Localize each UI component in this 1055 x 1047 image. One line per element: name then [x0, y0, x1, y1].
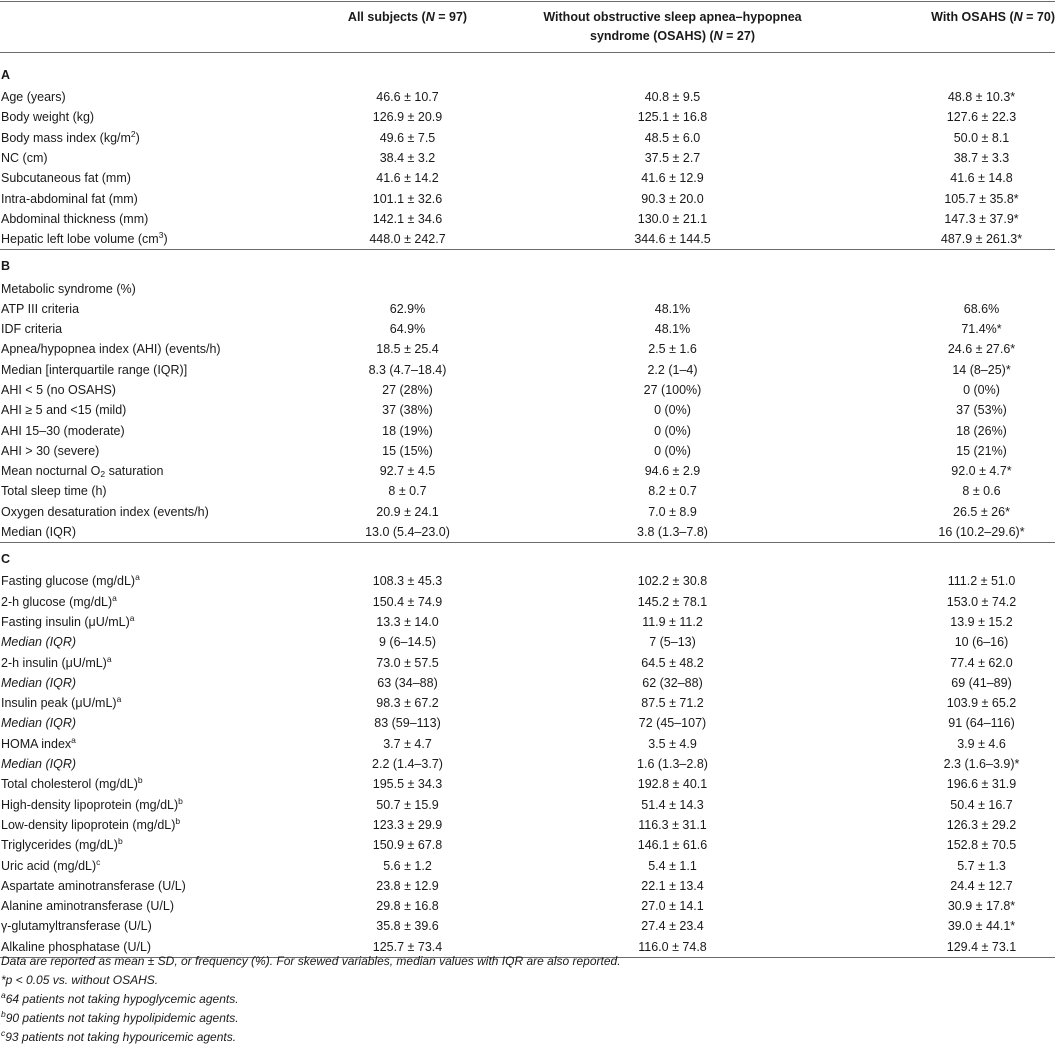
value-all-subjects: 195.5 ± 34.3	[372, 777, 443, 792]
table-footnotes	[1, 952, 1051, 1047]
row-label-text: Uric acid (mg/dL)	[1, 858, 97, 873]
table-row	[0, 278, 1055, 298]
value-without-osahs: 344.6 ± 144.5	[634, 232, 711, 247]
value-without-osahs: 102.2 ± 30.8	[637, 574, 708, 589]
footnote-marker: a	[1, 990, 6, 1000]
value-with-osahs: 77.4 ± 62.0	[950, 655, 1013, 670]
row-label	[0, 673, 300, 693]
row-label	[0, 754, 300, 774]
header-all-subjects: All subjects (N = 97)	[300, 2, 515, 53]
value-without-osahs: 1.6 (1.3–2.8)	[637, 757, 708, 772]
value-without-osahs: 7.0 ± 8.9	[648, 504, 697, 519]
header-without-osahs: Without obstructive sleep apnea–hypopnea syndrome (OSAHS) (N = 27)	[515, 2, 830, 53]
value-without-osahs: 27.0 ± 14.1	[641, 899, 704, 914]
row-label-text: Abdominal thickness (mm)	[1, 211, 149, 226]
row-label-superscript: 2	[130, 128, 136, 139]
value-with-osahs: 30.9 ± 17.8*	[947, 899, 1016, 914]
table-row	[0, 815, 1055, 835]
value-with-osahs: 5.7 ± 1.3	[957, 858, 1006, 873]
row-label-text: ATP III criteria	[1, 301, 80, 316]
value-without-osahs: 116.3 ± 31.1	[638, 817, 707, 832]
table-row	[0, 319, 1055, 339]
value-with-osahs: 92.0 ± 4.7*	[951, 464, 1012, 479]
footnote-text: 64 patients not taking hypoglycemic agents.	[5, 992, 239, 1006]
table-row	[0, 481, 1055, 501]
row-label	[0, 612, 300, 632]
value-all-subjects: 8 ± 0.7	[388, 484, 427, 499]
table-row	[0, 754, 1055, 774]
value-all-subjects: 108.3 ± 45.3	[372, 574, 443, 589]
value-all-subjects: 18.5 ± 25.4	[376, 342, 439, 357]
row-label-text: HOMA index	[1, 736, 72, 751]
value-with-osahs: 127.6 ± 22.3	[946, 110, 1017, 125]
table-row	[0, 612, 1055, 632]
row-label	[0, 835, 300, 855]
footnote	[1, 971, 1051, 990]
value-all-subjects: 62.9%	[389, 301, 426, 316]
value-without-osahs: 22.1 ± 13.4	[641, 878, 704, 893]
table-row	[0, 713, 1055, 733]
row-label-text: Median (IQR)	[1, 716, 77, 731]
value-without-osahs: 8.2 ± 0.7	[648, 484, 697, 499]
table-row	[0, 916, 1055, 936]
footnote	[1, 952, 1051, 971]
row-label-text: Oxygen desaturation index (events/h)	[1, 504, 209, 519]
row-label	[0, 481, 300, 501]
value-without-osahs: 27.4 ± 23.4	[641, 919, 704, 934]
value-with-osahs: 39.0 ± 44.1*	[947, 919, 1016, 934]
value-with-osahs: 37 (53%)	[956, 403, 1007, 418]
row-label-superscript: a	[116, 694, 122, 705]
value-all-subjects: 15 (15%)	[382, 443, 433, 458]
value-without-osahs: 62 (32–88)	[642, 675, 703, 690]
value-without-osahs: 0 (0%)	[654, 423, 691, 438]
value-with-osahs: 16 (10.2–29.6)*	[938, 525, 1025, 540]
row-label-superscript: b	[117, 836, 123, 847]
row-label-superscript: b	[137, 775, 143, 786]
table-body	[0, 53, 1055, 958]
value-with-osahs: 24.4 ± 12.7	[950, 878, 1013, 893]
value-all-subjects: 98.3 ± 67.2	[376, 696, 439, 711]
value-all-subjects: 123.3 ± 29.9	[372, 817, 443, 832]
value-without-osahs: 3.5 ± 4.9	[648, 736, 697, 751]
value-all-subjects: 13.3 ± 14.0	[376, 614, 439, 629]
value-all-subjects: 46.6 ± 10.7	[376, 90, 439, 105]
row-label-text: Fasting insulin (μU/mL)	[1, 614, 130, 629]
value-all-subjects: 20.9 ± 24.1	[376, 504, 439, 519]
table-row	[0, 420, 1055, 440]
row-label-superscript: a	[106, 653, 112, 664]
row-label-text: 2-h glucose (mg/dL)	[1, 594, 113, 609]
value-all-subjects: 9 (6–14.5)	[379, 635, 436, 650]
table-row	[0, 522, 1055, 543]
value-without-osahs: 2.2 (1–4)	[647, 362, 698, 377]
row-label-text: Median (IQR)	[1, 675, 77, 690]
row-label-text: Body weight (kg)	[1, 110, 95, 125]
value-all-subjects: 23.8 ± 12.9	[376, 878, 439, 893]
footnote	[1, 1009, 1051, 1028]
section-label-row	[0, 543, 1055, 571]
row-label-superscript: a	[71, 734, 76, 745]
table-row	[0, 774, 1055, 794]
value-all-subjects: 2.2 (1.4–3.7)	[372, 757, 443, 772]
value-all-subjects: 29.8 ± 16.8	[376, 899, 439, 914]
footnote-text: 90 patients not taking hypolipidemic agents.	[5, 1011, 239, 1025]
value-all-subjects: 8.3 (4.7–18.4)	[368, 362, 447, 377]
value-all-subjects: 73.0 ± 57.5	[376, 655, 439, 670]
footnote	[1, 990, 1051, 1009]
value-with-osahs: 26.5 ± 26*	[953, 504, 1010, 519]
row-label-text: Body mass index (kg/m	[1, 130, 131, 145]
row-label-text: Low-density lipoprotein (mg/dL)	[1, 817, 176, 832]
table-row	[0, 855, 1055, 875]
value-with-osahs: 48.8 ± 10.3*	[947, 90, 1016, 105]
value-with-osahs: 129.4 ± 73.1	[946, 939, 1017, 954]
value-all-subjects: 125.7 ± 73.4	[372, 939, 443, 954]
table-row	[0, 502, 1055, 522]
row-label-text: Age (years)	[1, 90, 66, 105]
row-label-text: Alkaline phosphatase (U/L)	[1, 939, 152, 954]
row-label-text: NC (cm)	[1, 151, 48, 166]
value-with-osahs: 14 (8–25)*	[952, 362, 1011, 377]
row-label-text: Median [interquartile range (IQR)]	[1, 362, 188, 377]
table-row	[0, 360, 1055, 380]
value-without-osahs: 5.4 ± 1.1	[648, 858, 697, 873]
value-with-osahs: 69 (41–89)	[951, 675, 1012, 690]
table-row	[0, 673, 1055, 693]
row-label	[0, 299, 300, 319]
value-without-osahs: 87.5 ± 71.2	[641, 696, 704, 711]
table-row	[0, 441, 1055, 461]
row-label	[0, 461, 300, 481]
value-without-osahs	[515, 278, 830, 298]
row-label-text: Aspartate aminotransferase (U/L)	[1, 878, 186, 893]
row-label-tail: saturation	[105, 464, 164, 479]
table-row	[0, 107, 1055, 127]
value-all-subjects: 38.4 ± 3.2	[379, 151, 436, 166]
value-with-osahs: 68.6%	[963, 301, 1000, 316]
value-all-subjects: 92.7 ± 4.5	[379, 464, 436, 479]
header-with-osahs: With OSAHS (N = 70)	[830, 2, 1055, 53]
value-without-osahs: 2.5 ± 1.6	[648, 342, 697, 357]
row-label-text: Median (IQR)	[1, 635, 77, 650]
row-label-text: γ-glutamyltransferase (U/L)	[1, 919, 152, 934]
value-with-osahs: 41.6 ± 14.8	[950, 171, 1013, 186]
value-with-osahs: 103.9 ± 65.2	[946, 696, 1017, 711]
value-with-osahs: 147.3 ± 37.9*	[944, 211, 1019, 226]
value-all-subjects	[300, 278, 515, 298]
row-label-superscript: a	[129, 612, 135, 623]
value-without-osahs: 41.6 ± 12.9	[641, 171, 704, 186]
value-without-osahs: 130.0 ± 21.1	[637, 211, 708, 226]
footnote	[1, 1028, 1051, 1047]
row-label	[0, 87, 300, 107]
row-label-text: Median (IQR)	[1, 757, 77, 772]
value-without-osahs: 48.1%	[654, 322, 691, 337]
table-row	[0, 168, 1055, 188]
value-all-subjects: 150.4 ± 74.9	[372, 594, 443, 609]
value-with-osahs: 71.4%*	[961, 322, 1002, 337]
value-without-osahs: 11.9 ± 11.2	[642, 614, 703, 629]
value-with-osahs: 0 (0%)	[963, 383, 1000, 397]
value-without-osahs: 40.8 ± 9.5	[644, 90, 701, 105]
value-with-osahs: 8 ± 0.6	[962, 484, 1001, 499]
row-label-text: AHI > 30 (severe)	[1, 443, 100, 458]
value-all-subjects: 5.6 ± 1.2	[383, 858, 432, 873]
value-without-osahs: 0 (0%)	[654, 443, 691, 458]
row-label	[0, 502, 300, 522]
row-label-superscript: b	[178, 795, 183, 806]
value-with-osahs: 111.2 ± 51.0	[947, 574, 1016, 589]
row-label-tail: )	[163, 232, 168, 247]
value-all-subjects: 50.7 ± 15.9	[376, 797, 439, 812]
value-without-osahs: 72 (45–107)	[638, 716, 707, 731]
section-label-row	[0, 59, 1055, 87]
row-label-text: AHI 15–30 (moderate)	[1, 423, 125, 438]
table-row	[0, 835, 1055, 855]
row-label-text: Apnea/hypopnea index (AHI) (events/h)	[1, 342, 221, 357]
value-all-subjects: 41.6 ± 14.2	[376, 171, 439, 186]
footnote-marker: b	[1, 1009, 6, 1019]
value-all-subjects: 64.9%	[389, 322, 426, 337]
value-without-osahs: 192.8 ± 40.1	[637, 777, 708, 792]
row-label	[0, 896, 300, 916]
value-with-osahs: 487.9 ± 261.3*	[940, 232, 1023, 247]
row-label-text: Triglycerides (mg/dL)	[1, 838, 118, 853]
row-label-tail: )	[135, 130, 140, 145]
table-row	[0, 896, 1055, 916]
row-label	[0, 278, 300, 298]
row-label	[0, 168, 300, 188]
table-row	[0, 400, 1055, 420]
table-row	[0, 87, 1055, 107]
row-label	[0, 339, 300, 359]
value-all-subjects: 3.7 ± 4.7	[383, 736, 432, 751]
row-label	[0, 380, 300, 400]
value-without-osahs: 7 (5–13)	[649, 635, 696, 650]
table-row	[0, 339, 1055, 359]
table-row	[0, 128, 1055, 148]
value-with-osahs: 152.8 ± 70.5	[946, 838, 1017, 853]
table-row	[0, 148, 1055, 168]
value-without-osahs: 27 (100%)	[643, 383, 702, 397]
value-with-osahs: 105.7 ± 35.8*	[944, 191, 1019, 206]
value-with-osahs: 10 (6–16)	[954, 635, 1009, 650]
value-without-osahs: 37.5 ± 2.7	[644, 151, 701, 166]
value-without-osahs: 3.8 (1.3–7.8)	[637, 525, 708, 540]
value-with-osahs: 13.9 ± 15.2	[950, 614, 1013, 629]
footnote-marker: c	[1, 1028, 6, 1038]
row-label	[0, 855, 300, 875]
table-row	[0, 632, 1055, 652]
row-label-text: Subcutaneous fat (mm)	[1, 171, 131, 186]
value-all-subjects: 49.6 ± 7.5	[379, 130, 436, 145]
row-label-text: High-density lipoprotein (mg/dL)	[1, 797, 179, 812]
section-label: C	[1, 552, 11, 567]
value-without-osahs: 48.1%	[654, 301, 691, 316]
table-header	[0, 2, 1055, 53]
value-with-osahs: 50.4 ± 16.7	[950, 797, 1013, 812]
row-label	[0, 795, 300, 815]
row-label	[0, 128, 300, 148]
table-row	[0, 299, 1055, 319]
row-label	[0, 876, 300, 896]
value-with-osahs: 18 (26%)	[956, 423, 1007, 438]
row-label-text: Median (IQR)	[1, 525, 77, 540]
table-row	[0, 592, 1055, 612]
value-with-osahs: 50.0 ± 8.1	[953, 130, 1010, 145]
table-row	[0, 571, 1055, 591]
row-label	[0, 188, 300, 208]
row-label	[0, 652, 300, 672]
value-without-osahs: 0 (0%)	[654, 403, 691, 418]
row-label-text: Intra-abdominal fat (mm)	[1, 191, 138, 206]
row-label	[0, 916, 300, 936]
value-all-subjects: 13.0 (5.4–23.0)	[365, 525, 450, 540]
header-empty	[0, 2, 300, 53]
value-all-subjects: 101.1 ± 32.6	[372, 191, 443, 206]
row-label-superscript: a	[135, 572, 140, 583]
table-row	[0, 652, 1055, 672]
row-label	[0, 774, 300, 794]
row-label-subscript: 2	[100, 469, 106, 480]
value-with-osahs: 126.3 ± 29.2	[946, 817, 1017, 832]
value-without-osahs: 94.6 ± 2.9	[644, 464, 701, 479]
value-without-osahs: 145.2 ± 78.1	[637, 594, 708, 609]
value-without-osahs: 48.5 ± 6.0	[644, 130, 701, 145]
row-label	[0, 734, 300, 754]
value-all-subjects: 83 (59–113)	[374, 716, 441, 731]
value-with-osahs: 15 (21%)	[956, 443, 1007, 458]
row-label-text: Metabolic syndrome (%)	[1, 281, 136, 296]
row-label	[0, 319, 300, 339]
row-label	[0, 360, 300, 380]
table-row	[0, 188, 1055, 208]
table-row	[0, 693, 1055, 713]
row-label-superscript: 3	[158, 230, 164, 241]
row-label	[0, 400, 300, 420]
section-label: A	[1, 68, 11, 82]
value-without-osahs: 116.0 ± 74.8	[638, 939, 707, 954]
row-label	[0, 522, 300, 543]
value-all-subjects: 18 (19%)	[382, 423, 433, 438]
value-all-subjects: 126.9 ± 20.9	[372, 110, 443, 125]
value-all-subjects: 27 (28%)	[382, 383, 433, 397]
row-label-text: Fasting glucose (mg/dL)	[1, 574, 136, 589]
value-all-subjects: 142.1 ± 34.6	[372, 211, 443, 226]
value-with-osahs: 2.3 (1.6–3.9)*	[943, 757, 1020, 772]
value-with-osahs: 91 (64–116)	[948, 716, 1015, 731]
table-row	[0, 380, 1055, 400]
row-label	[0, 209, 300, 229]
row-label	[0, 815, 300, 835]
row-label	[0, 148, 300, 168]
row-label-text: Insulin peak (μU/mL)	[1, 696, 117, 711]
value-without-osahs: 146.1 ± 61.6	[637, 838, 708, 853]
row-label-text: Alanine aminotransferase (U/L)	[1, 899, 174, 914]
value-with-osahs: 3.9 ± 4.6	[957, 736, 1006, 751]
row-label	[0, 107, 300, 127]
value-without-osahs: 51.4 ± 14.3	[641, 797, 704, 812]
table-row	[0, 734, 1055, 754]
row-label-text: AHI < 5 (no OSAHS)	[1, 383, 116, 397]
section-label-row	[0, 250, 1055, 278]
table-row	[0, 795, 1055, 815]
value-all-subjects: 63 (34–88)	[377, 675, 438, 690]
row-label	[0, 229, 300, 250]
section-label: B	[1, 259, 11, 274]
table-row	[0, 876, 1055, 896]
row-label	[0, 592, 300, 612]
footnote-text: *p < 0.05 vs. without OSAHS.	[1, 973, 159, 987]
row-label-superscript: c	[96, 856, 101, 867]
row-label	[0, 571, 300, 591]
row-label	[0, 713, 300, 733]
row-label	[0, 420, 300, 440]
table-row	[0, 229, 1055, 250]
row-label	[0, 632, 300, 652]
value-all-subjects: 448.0 ± 242.7	[369, 232, 446, 247]
value-with-osahs	[830, 278, 1055, 298]
row-label	[0, 693, 300, 713]
table-row	[0, 209, 1055, 229]
row-label-text: Hepatic left lobe volume (cm	[1, 232, 159, 247]
value-all-subjects: 37 (38%)	[382, 403, 433, 418]
row-label-text: Total sleep time (h)	[1, 484, 107, 499]
value-with-osahs: 153.0 ± 74.2	[946, 594, 1017, 609]
value-with-osahs: 24.6 ± 27.6*	[947, 342, 1016, 357]
row-label-text: 2-h insulin (μU/mL)	[1, 655, 107, 670]
data-table	[0, 1, 1055, 958]
value-with-osahs: 196.6 ± 31.9	[946, 777, 1017, 792]
row-label	[0, 441, 300, 461]
value-without-osahs: 64.5 ± 48.2	[641, 655, 704, 670]
value-all-subjects: 150.9 ± 67.8	[372, 838, 443, 853]
row-label-text: IDF criteria	[1, 322, 63, 337]
value-all-subjects: 35.8 ± 39.6	[376, 919, 439, 934]
value-without-osahs: 90.3 ± 20.0	[641, 191, 704, 206]
row-label-superscript: b	[175, 815, 181, 826]
row-label-text: Total cholesterol (mg/dL)	[1, 777, 138, 792]
footnote-text: 93 patients not taking hypouricemic agents.	[5, 1030, 237, 1044]
row-label-text: Mean nocturnal O	[1, 464, 101, 479]
table-row	[0, 461, 1055, 481]
row-label-text: AHI ≥ 5 and <15 (mild)	[1, 403, 127, 418]
row-label-superscript: a	[112, 592, 117, 603]
value-with-osahs: 38.7 ± 3.3	[953, 151, 1010, 166]
footnote-text: Data are reported as mean ± SD, or frequency (%). For skewed variables, median values with IQR are also reported.	[1, 954, 621, 968]
value-without-osahs: 125.1 ± 16.8	[637, 110, 708, 125]
